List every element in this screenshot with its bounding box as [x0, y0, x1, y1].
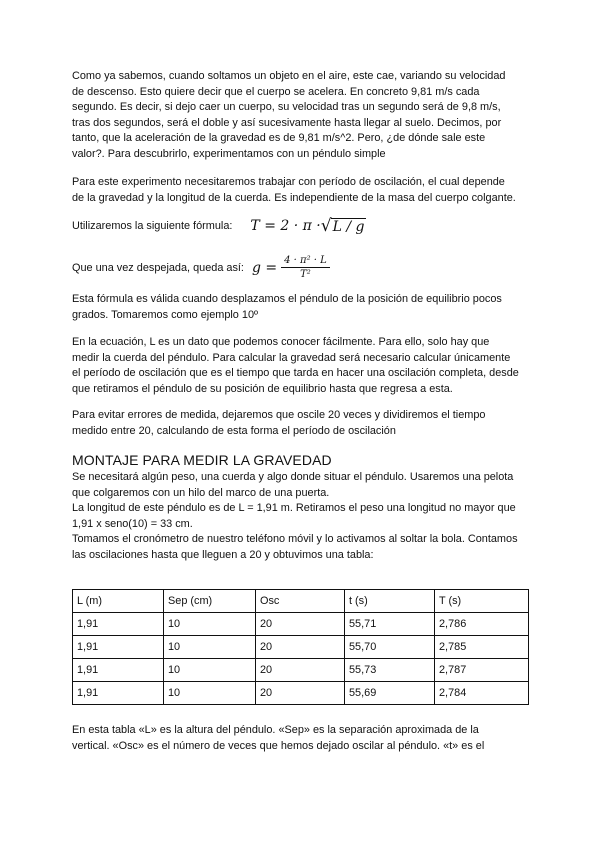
- text-line: tanto, que la aceleración de la gravedad es de 9,81 m/s^2. Pero, ¿de dónde sale este: [72, 132, 486, 145]
- text-line: que retiramos el péndulo de su posición de equilibrio hasta que regresa a esta.: [72, 382, 453, 395]
- table-header-row: [73, 590, 529, 613]
- formula-period-radicand: L / g: [332, 218, 365, 235]
- table-row: [73, 659, 529, 682]
- formula-period-row: [72, 216, 366, 236]
- table-cell: 55,71: [345, 613, 435, 636]
- text-line: Tomamos el cronómetro de nuestro teléfono móvil y lo activamos al soltar la bola. Contamos: [72, 533, 518, 546]
- text-line: grados. Tomaremos como ejemplo 10º: [72, 308, 258, 321]
- text-line: segundo. Es decir, si dejo caer un cuerpo, su velocidad tras un segundo será de 9,8 m/s,: [72, 101, 501, 114]
- intro-paragraph: [72, 69, 534, 163]
- text-line: Se necesitará algún peso, una cuerda y algo donde situar el péndulo. Usaremos una pelota: [72, 471, 514, 483]
- text-line: de descenso. Esto quiere decir que el cuerpo se acelera. En concreto 9,81 m/s cada: [72, 85, 480, 98]
- text-line: que colgaremos con un hilo del marco de una puerta.: [72, 486, 330, 499]
- text-line: las oscilaciones hasta que lleguen a 20 y obtuvimos una tabla:: [72, 548, 374, 561]
- table-row: [73, 613, 529, 636]
- square-root: [321, 216, 367, 236]
- table-cell: 10: [164, 613, 256, 636]
- table-cell: 1,91: [73, 613, 164, 636]
- column-header: Sep (cm): [164, 590, 256, 613]
- sqrt-icon: √: [320, 216, 332, 236]
- text-line: valor?. Para descubrirlo, experimentamos con un péndulo simple: [72, 147, 386, 160]
- column-header: L (m): [73, 590, 164, 613]
- table-cell: 20: [256, 682, 345, 705]
- formula-gravity-lhs: g =: [251, 259, 278, 276]
- table-cell: 20: [256, 613, 345, 636]
- formula-gravity-denominator: T²: [300, 269, 311, 280]
- text-line: Esta fórmula es válida cuando desplazamos el péndulo de la posición de equilibrio pocos: [72, 293, 502, 305]
- table-cell: 1,91: [73, 636, 164, 659]
- table-cell: 55,70: [345, 636, 435, 659]
- formula-period: [250, 216, 366, 236]
- column-header: Osc: [256, 590, 345, 613]
- formula-period-label: Utilizaremos la siguiente fórmula:: [72, 220, 233, 232]
- equation-paragraph: [72, 335, 534, 397]
- table-cell: 55,69: [345, 682, 435, 705]
- table-cell: 2,784: [435, 682, 529, 705]
- formula-gravity-row: [72, 255, 330, 280]
- text-line: Como ya sabemos, cuando soltamos un objeto en el aire, este cae, variando su velocidad: [72, 70, 506, 82]
- text-line: el período de oscilación que es el tiempo que tarda en hacer una oscilación completa, desde: [72, 367, 519, 380]
- table-cell: 1,91: [73, 659, 164, 682]
- formula-gravity: [252, 255, 330, 280]
- text-line: La longitud de este péndulo es de L = 1,91 m. Retiramos el peso una longitud no mayor que: [72, 502, 516, 515]
- text-line: 1,91 x seno(10) = 33 cm.: [72, 517, 193, 530]
- montaje-paragraph: [72, 470, 534, 564]
- table-cell: 1,91: [73, 682, 164, 705]
- text-line: vertical. «Osc» es el número de veces que hemos dejado oscilar al péndulo. «t» es el: [72, 739, 485, 752]
- table-cell: 2,786: [435, 613, 529, 636]
- formula-period-lhs: T = 2 · π ·: [250, 218, 321, 234]
- table-cell: 10: [164, 636, 256, 659]
- table-row: [73, 682, 529, 705]
- section-heading: MONTAJE PARA MEDIR LA GRAVEDAD: [72, 452, 332, 468]
- column-header: t (s): [345, 590, 435, 613]
- text-line: medido entre 20, calculando de esta forma el período de oscilación: [72, 424, 396, 437]
- text-line: En esta tabla «L» es la altura del péndulo. «Sep» es la separación aproximada de la: [72, 724, 479, 736]
- table-cell: 2,785: [435, 636, 529, 659]
- column-header: T (s): [435, 590, 529, 613]
- fraction: [281, 255, 330, 280]
- text-line: de la gravedad y la longitud de la cuerda. Es independiente de la masa del cuerpo colgante.: [72, 191, 516, 204]
- closing-paragraph: [72, 723, 534, 754]
- validity-paragraph: [72, 292, 534, 323]
- table-cell: 55,73: [345, 659, 435, 682]
- table-cell: 10: [164, 682, 256, 705]
- measurements-table: [72, 589, 529, 705]
- table-cell: 20: [256, 636, 345, 659]
- table-row: [73, 636, 529, 659]
- text-line: tras dos segundos, será el doble y así sucesivamente hasta llegar al suelo. Decimos, por: [72, 116, 502, 129]
- text-line: Para este experimento necesitaremos trabajar con período de oscilación, el cual depende: [72, 176, 505, 188]
- text-line: medir la cuerda del péndulo. Para calcular la gravedad será necesario calcular únicamente: [72, 351, 511, 364]
- text-line: Para evitar errores de medida, dejaremos que oscile 20 veces y dividiremos el tiempo: [72, 409, 486, 421]
- text-line: En la ecuación, L es un dato que podemos conocer fácilmente. Para ello, solo hay que: [72, 336, 490, 348]
- table-cell: 20: [256, 659, 345, 682]
- formula-gravity-numerator: 4 · π² · L: [281, 255, 330, 268]
- table-cell: 10: [164, 659, 256, 682]
- formula-gravity-label: Que una vez despejada, queda así:: [72, 261, 244, 274]
- table-cell: 2,787: [435, 659, 529, 682]
- errors-paragraph: [72, 408, 534, 439]
- experiment-paragraph: [72, 175, 534, 206]
